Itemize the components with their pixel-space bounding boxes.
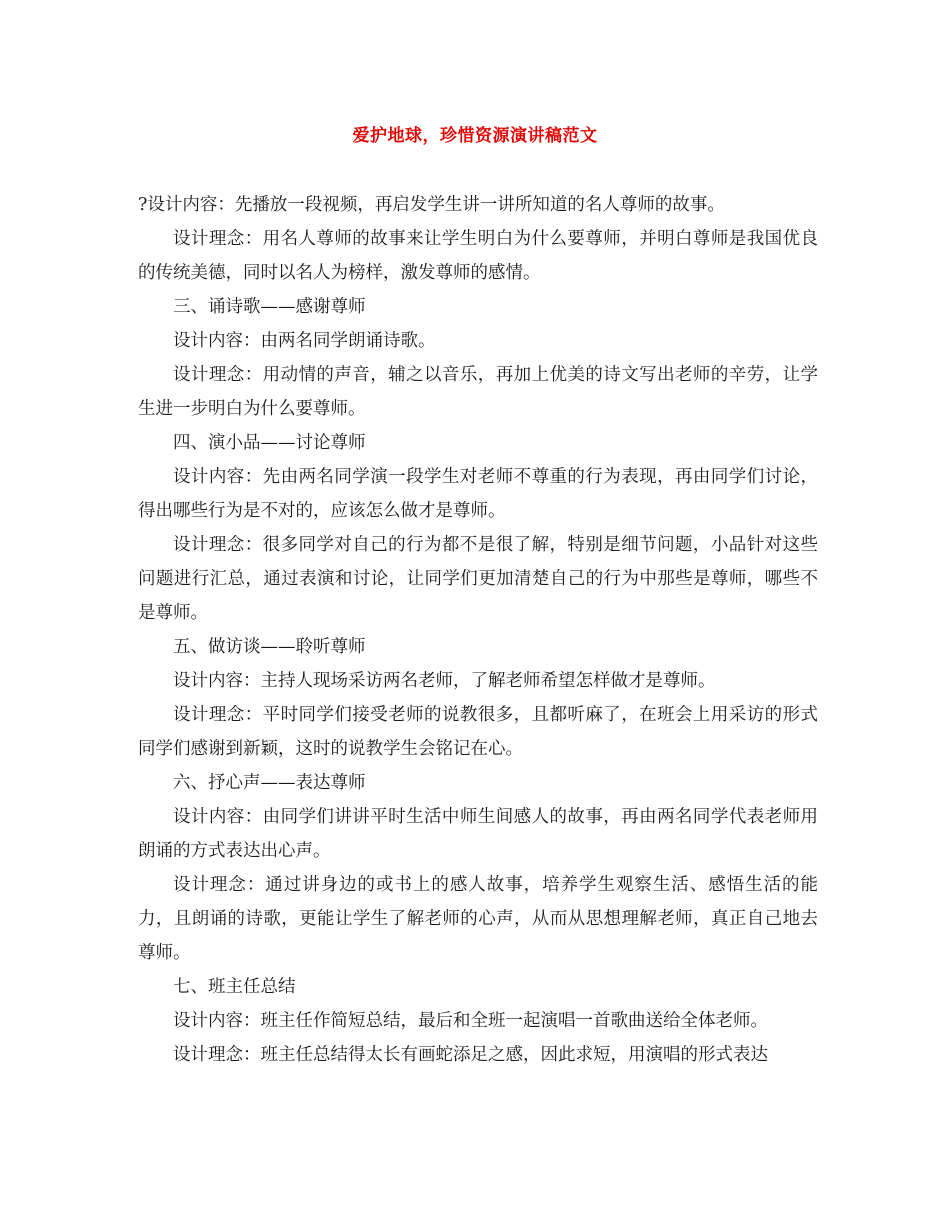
section-heading-poem: 三、诵诗歌——感谢尊师 bbox=[173, 297, 366, 317]
paragraph-design-content-interview: 设计内容：主持人现场采访两名老师，了解老师希望怎样做才是尊师。 bbox=[173, 671, 716, 691]
paragraph-design-concept-skit: 设计理念：很多同学对自己的行为都不是很了解，特别是细节问题，小品针对这些问题进行汇总，通过表演和讨论，让同学们更加清楚自己的行为中那些是尊师，哪些不是尊师。 bbox=[138, 535, 818, 623]
document-body bbox=[138, 188, 818, 1072]
section-heading-summary: 七、班主任总结 bbox=[173, 977, 296, 997]
paragraph-design-concept-interview: 设计理念：平时同学们接受老师的说教很多，且都听麻了，在班会上用采访的形式同学们感谢到新颖，这时的说教学生会铭记在心。 bbox=[138, 705, 818, 759]
paragraph-design-content-summary: 设计内容：班主任作简短总结，最后和全班一起演唱一首歌曲送给全体老师。 bbox=[173, 1011, 768, 1031]
paragraph-design-concept-famous: 设计理念：用名人尊师的故事来让学生明白为什么要尊师，并明白尊师是我国优良的传统美德，同时以名人为榜样，激发尊师的感情。 bbox=[138, 229, 818, 283]
paragraph-design-concept-express: 设计理念：通过讲身边的或书上的感人故事，培养学生观察生活、感悟生活的能力，且朗诵的诗歌，更能让学生了解老师的心声，从而从思想理解老师，真正自己地去尊师。 bbox=[138, 875, 818, 963]
paragraph-design-content-poem: 设计内容：由两名同学朗诵诗歌。 bbox=[173, 331, 436, 351]
paragraph-design-content-video: ?设计内容：先播放一段视频，再启发学生讲一讲所知道的名人尊师的故事。 bbox=[138, 195, 725, 215]
section-heading-skit: 四、演小品——讨论尊师 bbox=[173, 433, 366, 453]
paragraph-design-content-express: 设计内容：由同学们讲讲平时生活中师生间感人的故事，再由两名同学代表老师用朗诵的方式表达出心声。 bbox=[138, 807, 818, 861]
document-title: 爱护地球，珍惜资源演讲稿范文 bbox=[352, 126, 598, 146]
paragraph-design-concept-poem: 设计理念：用动情的声音，辅之以音乐，再加上优美的诗文写出老师的辛劳，让学生进一步明白为什么要尊师。 bbox=[138, 365, 818, 419]
section-heading-interview: 五、做访谈——聆听尊师 bbox=[173, 637, 366, 657]
paragraph-design-content-skit: 设计内容：先由两名同学演一段学生对老师不尊重的行为表现，再由同学们讨论，得出哪些行为是不对的，应该怎么做才是尊师。 bbox=[138, 467, 818, 521]
section-heading-express: 六、抒心声——表达尊师 bbox=[173, 773, 366, 793]
paragraph-design-concept-summary: 设计理念：班主任总结得太长有画蛇添足之感，因此求短，用演唱的形式表达 bbox=[173, 1045, 768, 1065]
